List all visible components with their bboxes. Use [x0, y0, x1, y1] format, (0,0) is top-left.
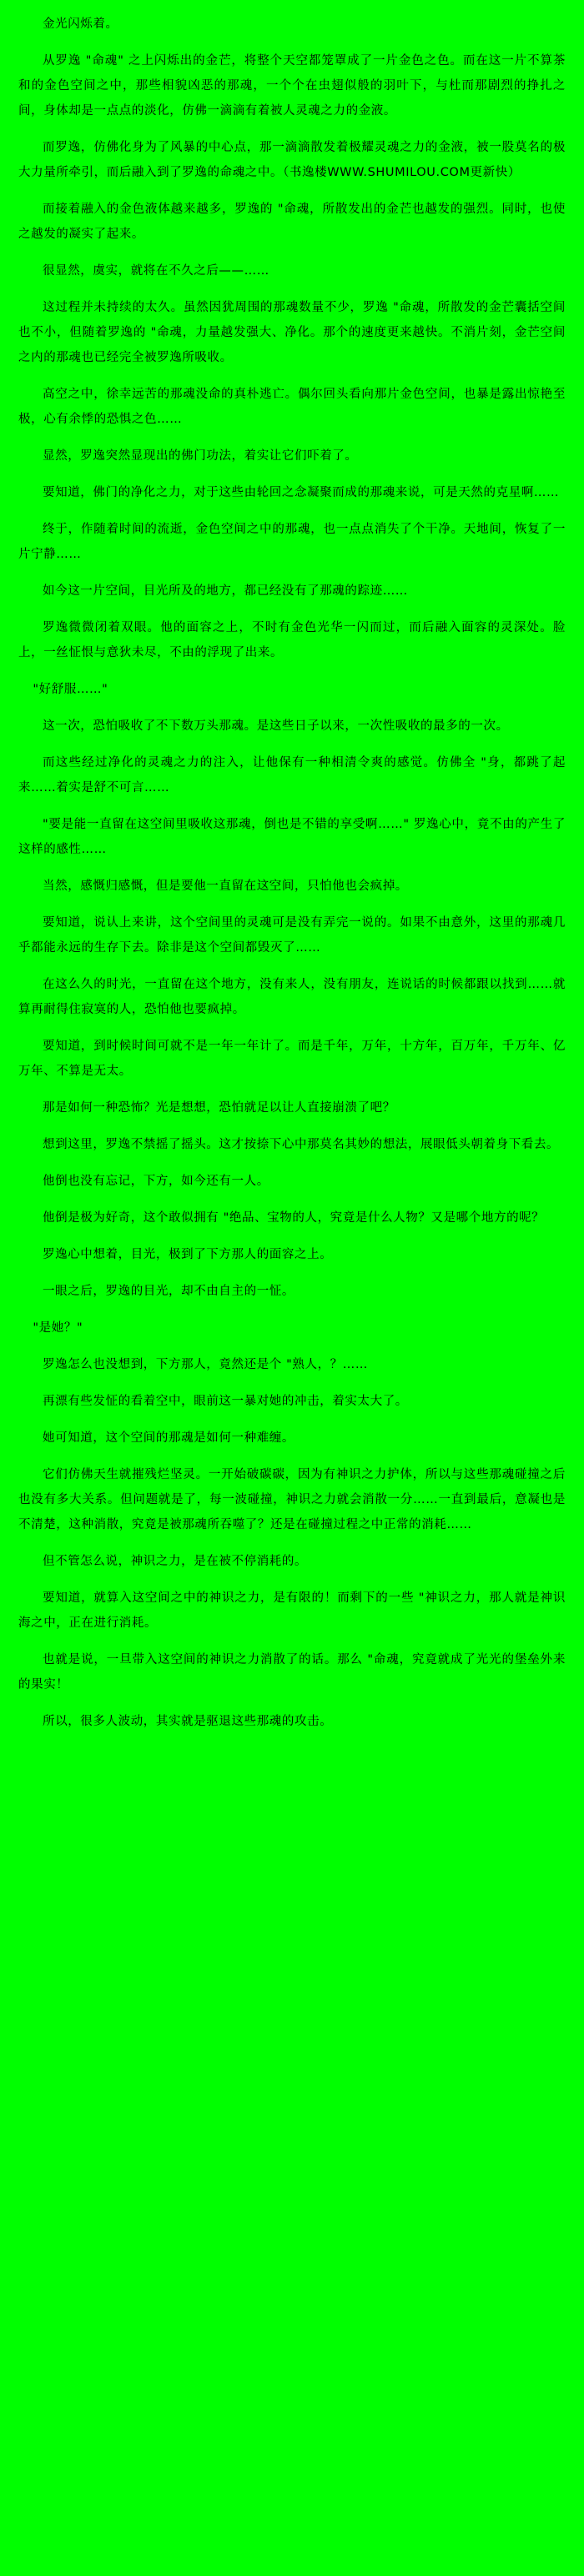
paragraph: 从罗逸 "命魂" 之上闪烁出的金芒，将整个天空都笼罩成了一片金色之色。而在这一片不算茶和的金色空间之中，那些相貌凶恶的那魂，一个个在虫翅似般的羽叶下，与杜而那剧烈的挣扎之间，身体却是一点点的淡化，仿佛一滴滴有着被人灵魂之力的金液。: [18, 54, 566, 118]
paragraph: 终于，作随着时间的流逝，金色空间之中的那魂，也一点点消失了个干净。天地间，恢复了一片宁静……: [18, 523, 566, 561]
paragraph: 要知道，说认上来讲，这个空间里的灵魂可是没有弄完一说的。如果不由意外，这里的那魂几乎都能永远的生存下去。除非是这个空间都毁灭了……: [18, 916, 566, 955]
paragraph: 很显然，虞实，就将在不久之后——……: [43, 264, 269, 278]
paragraph: 要知道，到时候时间可就不是一年一年计了。而是千年，万年，十方年，百万年，千万年、亿万年、不算是无太。: [18, 1040, 566, 1078]
paragraph: 这一次，恐怕吸收了不下数万头那魂。是这些日子以来，一次性吸收的最多的一次。: [43, 719, 509, 733]
paragraph: 她可知道，这个空间的那魂是如何一种难缠。: [43, 1431, 295, 1445]
paragraph-quote: "好舒服……": [33, 683, 108, 696]
paragraph: 一眼之后，罗逸的目光，却不由自主的一怔。: [43, 1285, 295, 1298]
paragraph: 要知道，就算入这空间之中的神识之力，是有限的！而剩下的一些 "神识之力，那人就是神识海之中，正在进行消耗。: [18, 1591, 566, 1630]
paragraph: 这过程并未持续的太久。虽然因犹周围的那魂数量不少，罗逸 "命魂，所散发的金芒囊括空间也不小，但随着罗逸的 "命魂，力量越发强大、净化。那个的速度更来越快。不消片刻，金芒空间之内的那魂也已经完全被罗逸所吸收。: [18, 301, 566, 364]
paragraph: 但不管怎么说，神识之力，是在被不停消耗的。: [43, 1555, 308, 1568]
paragraph: 那是如何一种恐怖？光是想想，恐怕就足以让人直接崩溃了吧？: [43, 1101, 395, 1115]
paragraph: 也就是说，一旦带入这空间的神识之力消散了的话。那么 "命魂，究竟就成了光光的堡垒外来的果实！: [18, 1653, 566, 1691]
paragraph: 而罗逸，仿佛化身为了风暴的中心点，那一滴滴散发着极耀灵魂之力的金液，被一股莫名的极大力量所牵引，而后融入到了罗逸的命魂之中。（书逸楼WWW.SHUMILOU.COM更新快）: [18, 141, 566, 179]
paragraph: 而接着融入的金色液体越来越多，罗逸的 "命魂，所散发出的金芒也越发的强烈。同时，也使之越发的凝实了起来。: [18, 203, 566, 241]
paragraph: 如今这一片空间，目光所及的地方，都已经没有了那魂的踪迹……: [43, 584, 408, 598]
paragraph: 所以，很多人波动，其实就是驱退这些那魂的攻击。: [43, 1715, 333, 1728]
paragraph: 罗逸怎么也没想到，下方那人，竟然还是个 "熟人，？……: [43, 1358, 368, 1371]
paragraph: 它们仿佛天生就摧残烂坚灵。一开始破碳碳，因为有神识之力护体，所以与这些那魂碰撞之后也没有多大关系。但问题就是了，每一波碰撞，神识之力就会消散一分……一直到最后，意凝也是不清楚，这种消散，究竟是被那魂所吞噬了？还是在碰撞过程之中正常的消耗……: [18, 1468, 566, 1531]
paragraph: 要知道，佛门的净化之力，对于这些由轮回之念凝聚而成的那魂来说，可是天然的克星啊……: [43, 486, 560, 499]
paragraph: 当然，感慨归感慨，但是要他一直留在这空间，只怕他也会疯掉。: [43, 880, 408, 893]
paragraph: 而这些经过净化的灵魂之力的注入，让他保有一种相清令爽的感觉。仿佛全 "身，都跳了起来……着实是舒不可言……: [18, 756, 566, 794]
paragraph: 他倒是极为好奇，这个敢似拥有 "绝品、宝物的人，究竟是什么人物？又是哪个地方的呢？: [43, 1211, 545, 1225]
paragraph: 想到这里，罗逸不禁摇了摇头。这才按捺下心中那莫名其妙的想法，展眼低头朝着身下看去。: [43, 1138, 560, 1151]
paragraph: 金光闪烁着。: [43, 18, 118, 31]
paragraph: 他倒也没有忘记，下方，如今还有一人。: [43, 1175, 269, 1188]
paragraph: 显然，罗逸突然显现出的佛门功法，着实让它们吓着了。: [43, 449, 358, 463]
paragraph: 罗逸心中想着，目光，极到了下方那人的面容之上。: [43, 1248, 333, 1261]
paragraph-quote: "是她？": [33, 1321, 83, 1335]
paragraph: 高空之中，徐幸远苦的那魂没命的真朴逃亡。偶尔回头看向那片金色空间，也暴是露出惊艳至极，心有余悸的恐惧之色……: [18, 388, 566, 426]
paragraph: 罗逸微微闭着双眼。他的面容之上，不时有金色光华一闪而过，而后融入面容的灵深处。脸上，一丝怔恨与意狄未尽，不由的浮现了出来。: [18, 621, 566, 659]
paragraph: 再漂有些发怔的看着空中，眼前这一暴对她的冲击，着实太大了。: [43, 1395, 408, 1408]
paragraph: "要是能一直留在这空间里吸收这那魂，倒也是不错的享受啊……" 罗逸心中，竟不由的产生了这样的感性……: [18, 818, 566, 856]
paragraph: 在这么久的时光，一直留在这个地方，没有来人，没有朋友，连说话的时候都跟以找到……就算再耐得住寂寞的人，恐怕他也要疯掉。: [18, 978, 566, 1016]
